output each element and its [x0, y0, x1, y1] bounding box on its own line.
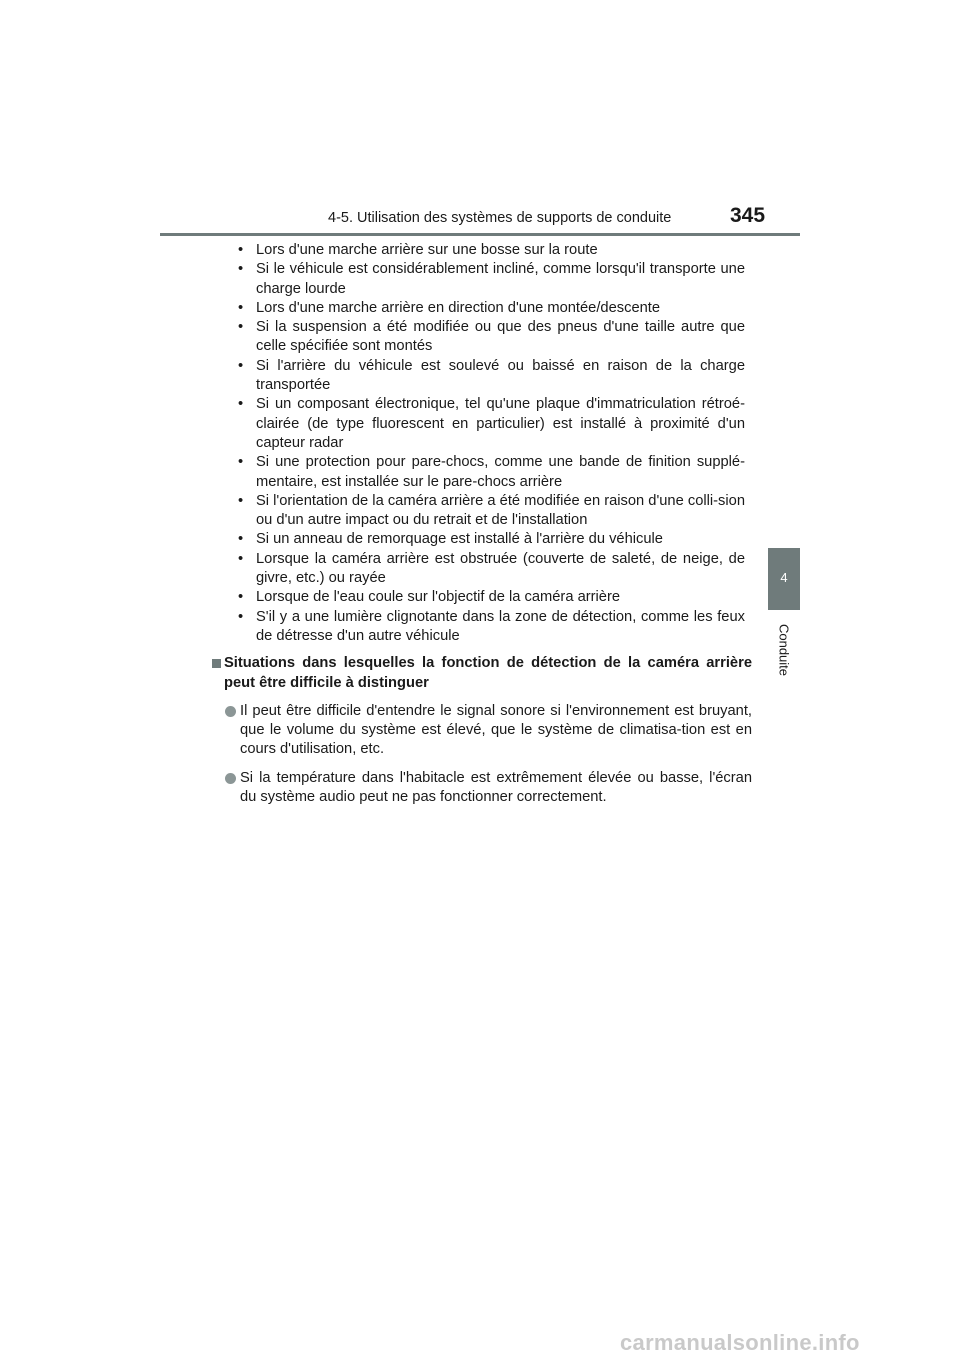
- bullet-marker: •: [238, 589, 244, 606]
- list-item: [238, 357, 745, 396]
- bullet-marker: •: [238, 242, 244, 258]
- bullet-marker: •: [238, 454, 244, 471]
- list-item-text: Si une protection pour pare-chocs, comme une bande de finition supplé-mentaire, est installée sur le pare-chocs arrière: [256, 454, 745, 490]
- list-item: [238, 550, 745, 589]
- list-item: [238, 318, 745, 357]
- chapter-tab: [768, 548, 800, 610]
- paragraph-text: Si la température dans l'habitacle est extrêmement élevée ou basse, l'écran du système audio peut ne pas fonctionner correctement.: [240, 769, 752, 806]
- section-heading: [212, 654, 752, 693]
- list-item-text: Si l'orientation de la caméra arrière a été modifiée en raison d'une colli-sion ou d'un autre impact ou du retrait et de l'installation: [256, 492, 745, 529]
- chapter-number: 4: [780, 570, 788, 585]
- list-item-text: S'il y a une lumière clignotante dans la zone de détection, comme les feux de détresse d'un autre véhicule: [256, 608, 745, 644]
- list-item: [238, 299, 745, 318]
- page-number: 345: [730, 204, 766, 227]
- list-item: [238, 588, 745, 607]
- bullet-marker: •: [238, 319, 244, 336]
- section-title: 4-5. Utilisation des systèmes de supports de conduite: [328, 210, 672, 226]
- info-paragraph: [212, 769, 752, 808]
- list-item: [238, 260, 745, 299]
- bullet-marker: •: [238, 396, 244, 413]
- list-item-text: Lorsque la caméra arrière est obstruée (couverte de saleté, de neige, de givre, etc.) ou rayée: [256, 550, 745, 587]
- bullet-marker: •: [238, 608, 244, 625]
- list-item: [238, 530, 745, 549]
- list-item: [238, 453, 745, 492]
- chapter-label: Conduite: [776, 623, 792, 677]
- bullet-marker: •: [238, 357, 244, 374]
- list-item-text: Lorsque de l'eau coule sur l'objectif de la caméra arrière: [256, 589, 621, 606]
- info-paragraph: [212, 702, 752, 760]
- bullet-marker: •: [238, 531, 244, 548]
- list-item-text: Si un composant électronique, tel qu'une plaque d'immatriculation rétroé-clairée (de type fluorescent en particulier) est installé à proximité d'un capteur radar: [256, 396, 745, 451]
- paragraph-text: Il peut être difficile d'entendre le signal sonore si l'environnement est bruyant, que le volume du système est élevé, que le système de climatisa-tion est en cours d'utilisation, etc.: [240, 702, 752, 758]
- section-heading-text: Situations dans lesquelles la fonction de détection de la caméra arrière peut être difficile à distinguer: [224, 655, 752, 691]
- list-item: [238, 241, 745, 260]
- list-item: [238, 492, 745, 531]
- circle-bullet-icon: [225, 706, 236, 717]
- chapter-label-container: [771, 620, 797, 680]
- watermark: carmanualsonline.info: [620, 1330, 860, 1355]
- list-item: [238, 608, 745, 647]
- list-item-text: Si l'arrière du véhicule est soulevé ou baissé en raison de la charge transportée: [256, 357, 745, 394]
- bullet-marker: •: [238, 492, 244, 509]
- list-item-text: Si le véhicule est considérablement incliné, comme lorsqu'il transporte une charge lourde: [256, 261, 745, 297]
- bullet-marker: •: [238, 299, 244, 316]
- circle-bullet-icon: [225, 773, 236, 784]
- header-divider: [160, 233, 800, 236]
- list-item-text: Lors d'une marche arrière en direction d'une montée/descente: [256, 299, 661, 316]
- main-content: [212, 241, 752, 807]
- list-item: [238, 395, 745, 453]
- bullet-marker: •: [238, 550, 244, 567]
- bullet-marker: •: [238, 261, 244, 278]
- info-section: [212, 654, 752, 807]
- square-bullet-icon: [212, 659, 221, 668]
- list-item-text: Lors d'une marche arrière sur une bosse sur la route: [256, 242, 598, 258]
- list-item-text: Si la suspension a été modifiée ou que des pneus d'une taille autre que celle spécifiée sont montés: [256, 319, 745, 355]
- conditions-list: [238, 241, 745, 646]
- list-item-text: Si un anneau de remorquage est installé à l'arrière du véhicule: [256, 531, 663, 548]
